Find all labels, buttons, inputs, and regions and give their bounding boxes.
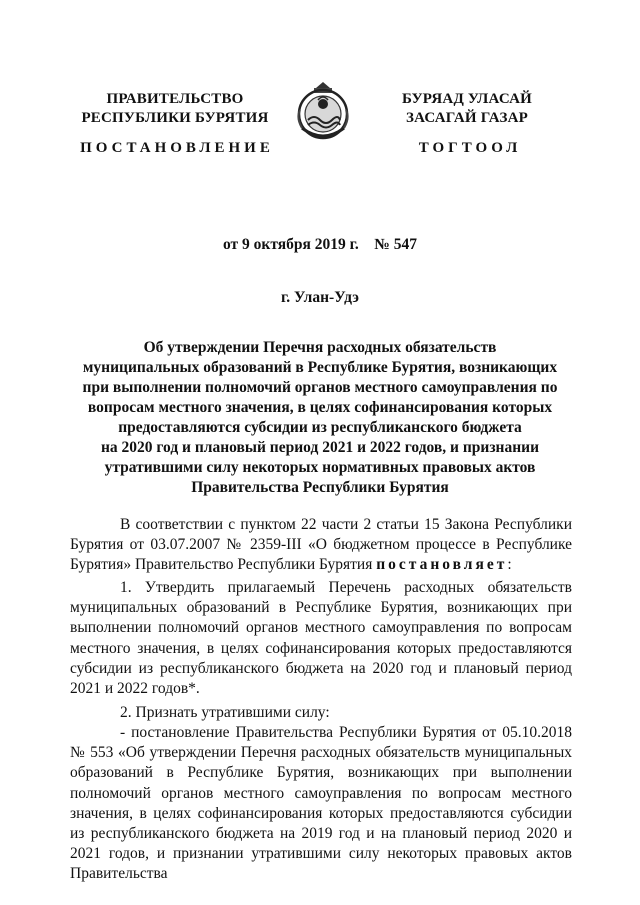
title-line: утратившими силу некоторых нормативных правовых актов	[104, 459, 536, 476]
decree-word: постановляет	[376, 556, 508, 574]
doc-type-ru: ПОСТАНОВЛЕНИЕ	[80, 140, 274, 156]
title-line: на 2020 год и плановый период 2021 и 2022 годов, и признании	[100, 439, 540, 456]
item-1-paragraph: 1. Утвердить прилагаемый Перечень расходных обязательств муниципальных образований в Республике Бурятия, возникающих при выполнении полномочий органов местного самоуправления по вопросам местного значения, в целях софинансирования которых предоставляются субсидии из республиканского бюджета на 2020 год и плановый период 2021 и 2022 годов*.	[70, 579, 572, 698]
date-number-line	[0, 236, 640, 254]
document-title	[70, 338, 570, 498]
document-number: № 547	[374, 236, 417, 253]
doc-type-bur: ТОГТООЛ	[418, 140, 522, 156]
item-2-sub1-paragraph: - постановление Правительства Республики Бурятия от 05.10.2018 № 553 «Об утверждении Перечня расходных обязательств муниципальных образований в Республике Бурятия, возникающих при выполнении полномочий органов местного самоуправления по вопросам местного значения, в целях софинансирования которых предоставляются субсидии из республиканского бюджета на 2019 год и на плановый период 2020 и 2021 годов, и признании утратившими силу некоторых правовых актов Правительства	[70, 724, 572, 883]
preamble-text: В соответствии с пунктом 22 части 2 статьи 15 Закона Республики Бурятия от 03.07.2007 № 2359-III «О бюджетном процессе в Республике Бурятия» Правительство Республики Бурятия	[70, 516, 572, 574]
title-line: Правительства Республики Бурятия	[191, 479, 449, 496]
title-line: Об утверждении Перечня расходных обязательств	[143, 339, 497, 356]
title-line: предоставляются субсидии из республиканского бюджета	[118, 419, 522, 436]
preamble-end: :	[507, 556, 512, 574]
city: г. Улан-Удэ	[280, 289, 359, 306]
header-right-line1: БУРЯАД УЛАСАЙ	[401, 91, 533, 107]
item-2-heading: 2. Признать утратившими силу:	[120, 704, 330, 721]
header-left-block	[60, 90, 290, 128]
header-right-line2: ЗАСАГАЙ ГАЗАР	[406, 110, 528, 126]
preamble-paragraph	[70, 515, 572, 576]
coat-of-arms-icon	[294, 80, 352, 142]
title-line: вопросам местного значения, в целях софинансирования которых	[87, 399, 553, 416]
title-line: при выполнении полномочий органов местного самоуправления по	[82, 379, 558, 396]
header-left-line1: ПРАВИТЕЛЬСТВО	[106, 91, 244, 107]
header-right-block	[352, 90, 582, 128]
document-date: от 9 октября 2019 г.	[222, 236, 359, 253]
header-left-line2: РЕСПУБЛИКИ БУРЯТИЯ	[81, 110, 269, 126]
title-line: муниципальных образований в Республике Бурятия, возникающих	[82, 359, 558, 376]
